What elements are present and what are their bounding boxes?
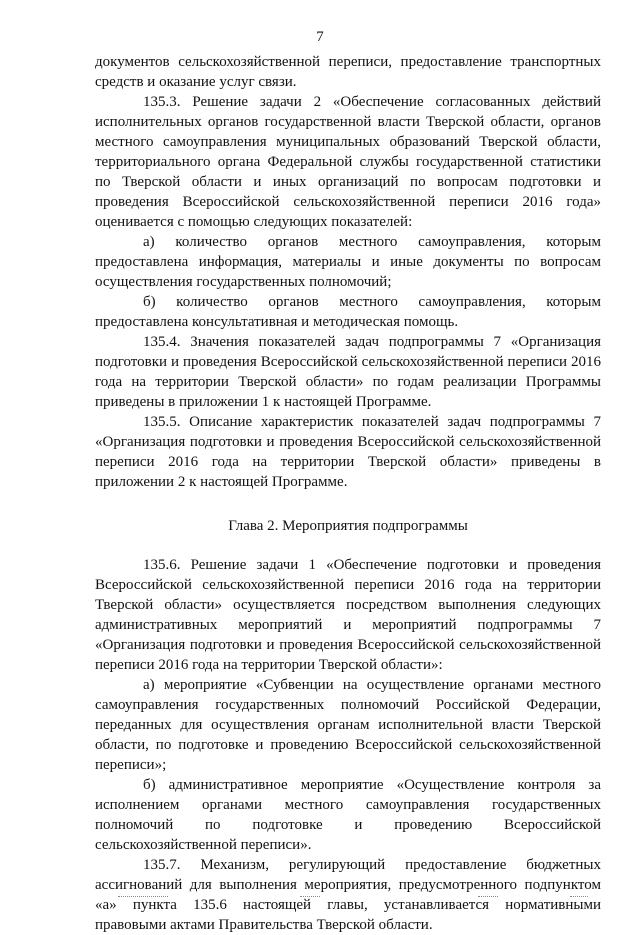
- paragraph-item-b: б) количество органов местного самоуправления, которым предоставлена консультативная и методическая помощь.: [95, 294, 601, 330]
- page-number: 7: [316, 29, 324, 45]
- chapter-heading: Глава 2. Мероприятия подпрограммы: [228, 518, 468, 534]
- paragraph-continuation: документов сельскохозяйственной переписи, предоставление транспортных средств и оказание услуг связи.: [95, 54, 601, 90]
- paragraph-item-a: а) количество органов местного самоуправления, которым предоставлена информация, материалы и иные документы по вопросам осуществления государственных полномочий;: [95, 234, 601, 290]
- document-body: [95, 52, 601, 935]
- paragraph-135-7: 135.7. Механизм, регулирующий предоставление бюджетных ассигнований для выполнения мероприятия, предусмотренного подпунктом «а» пункта 135.6 настоящей главы, устанавливается нормативными правовыми актами Правительства Тверской области.: [95, 857, 601, 933]
- paragraph-135-3: 135.3. Решение задачи 2 «Обеспечение согласованных действий исполнительных органов государственной власти Тверской области, органов местного самоуправления муниципальных образований Тверской области, территориального органа Федеральной службы государственной статистики по Тверской области и иных организаций по вопросам подготовки и проведения Всероссийской сельскохозяйственной переписи 2016 года» оценивается с помощью следующих показателей:: [95, 94, 601, 230]
- paragraph-135-5: 135.5. Описание характеристик показателей задач подпрограммы 7 «Организация подготовки и проведения Всероссийской сельскохозяйственной переписи 2016 года на территории Тверской области» приведены в приложении 2 к настоящей Программе.: [95, 414, 601, 490]
- paragraph-measure-b: б) административное мероприятие «Осуществление контроля за исполнением органами местного самоуправления государственных полномочий по подготовке и проведению Всероссийской сельскохозяйственной переписи».: [95, 777, 601, 853]
- scan-edge-marks: [0, 896, 640, 900]
- paragraph-135-6: 135.6. Решение задачи 1 «Обеспечение подготовки и проведения Всероссийской сельскохозяйственной переписи 2016 года на территории Тверской области» осуществляется посредством выполнения следующих административных мероприятий и мероприятий подпрограммы 7 «Организация подготовки и проведения Всероссийской сельскохозяйственной переписи 2016 года на территории Тверской области»:: [95, 557, 601, 673]
- paragraph-135-4: 135.4. Значения показателей задач подпрограммы 7 «Организация подготовки и проведения Всероссийской сельскохозяйственной переписи 2016 года на территории Тверской области» по годам реализации Программы приведены в приложении 1 к настоящей Программе.: [95, 334, 601, 410]
- paragraph-measure-a: а) мероприятие «Субвенции на осуществление органами местного самоуправления государственных полномочий Российской Федерации, переданных для осуществления органам исполнительной власти Тверской области, по подготовке и проведению Всероссийской сельскохозяйственной переписи»;: [95, 677, 601, 773]
